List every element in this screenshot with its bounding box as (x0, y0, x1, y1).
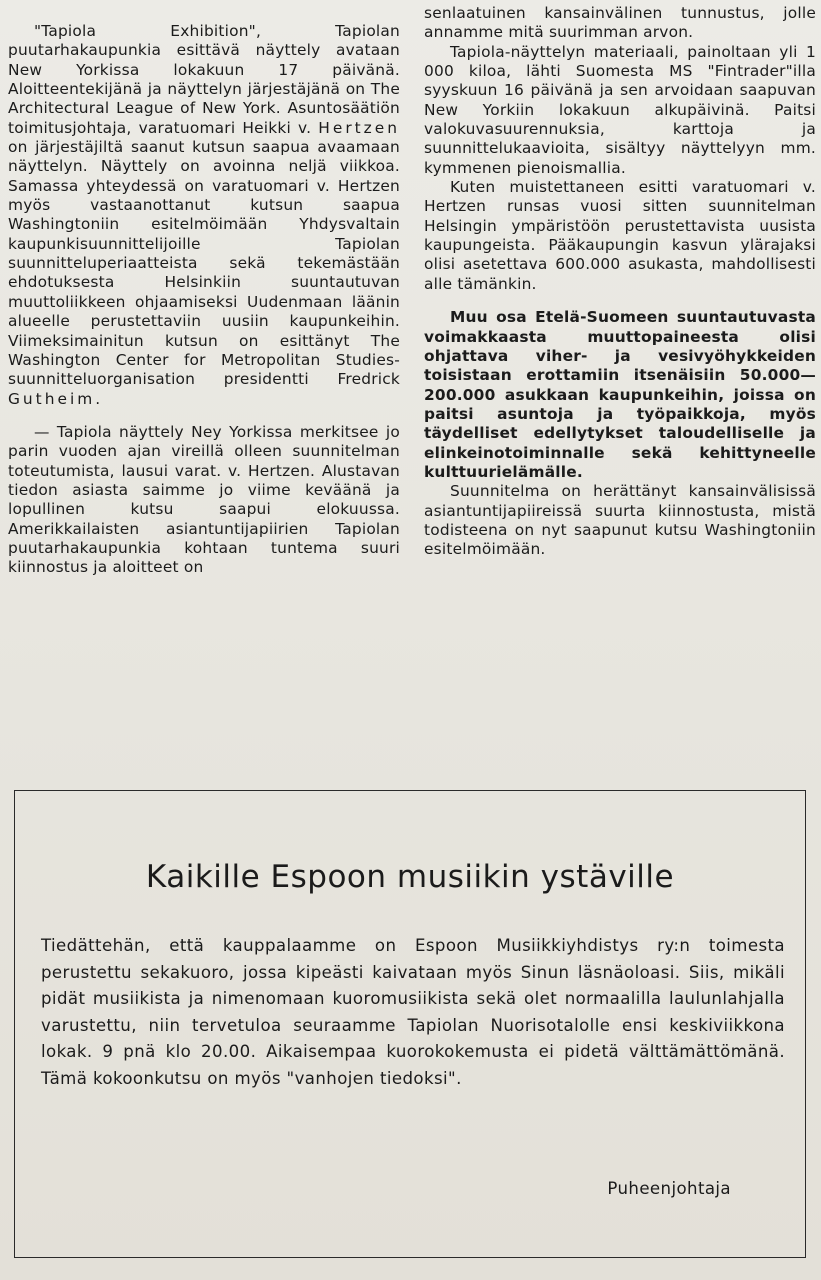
article-paragraph: — Tapiola näyttely Ney Yorkissa merkitsee jo parin vuoden ajan vireillä olleen suunnitelman toteutumista, lausui varat. v. Hertzen. Alustavan tiedon asiasta saimme jo viime keväänä ja lopullinen kutsu saapui elokuussa. Amerikkailaisten asiantuntijapiirien Tapiolan puutarhakaupunkia kohtaan tuntema suuri kiinnostus ja aloitteet on (8, 422, 400, 577)
notice-box (14, 790, 806, 1258)
article-paragraph (8, 22, 400, 409)
spaced-name: Hertzen (318, 118, 400, 137)
article-right-column (424, 4, 816, 560)
article-bold-paragraph: Muu osa Etelä-Suomeen suuntautuvasta voimakkaasta muuttopaineesta olisi ohjattava viher- ja vesivyöhykkeiden toisistaan erottamiin itsenäisiin 50.000—200.000 asukkaan kaupunkeihin, joissa on paitsi asuntoja ja työpaikkoja, myös täydelliset edellytykset taloudelliselle ja elinkeinotoiminnalle sekä kehittyneelle kulttuurielämälle. (424, 308, 816, 481)
article-paragraph: Suunnitelma on herättänyt kansainvälisissä asiantuntijapiireissä suurta kiinnostusta, mistä todisteena on nyt saapunut kutsu Washingtoniin esitelmöimään. (424, 482, 816, 559)
paragraph-text: on järjestäjiltä saanut kutsun saapua avaamaan näyttelyn. Näyttely on avoinna neljä viikkoa. Samassa yhteydessä on varatuomari v. Hertzen myös vastaanottanut kutsun saapua Washingtoniin esitelmöimään Yhdysvaltain kaupunkisuunnittelijoille Tapiolan suunnitteluperiaatteista sekä tekemästään ehdotuksesta Helsinkiin suuntautuvan muuttoliikkeen ohjaamiseksi Uudenmaan läänin alueelle perustettaviin uusiin kaupunkeihin. Viimeksimainitun kutsun on esittänyt The Washington Center for Metropolitan Studies-suunnitteluorganisation presidentti Fredrick (8, 138, 400, 389)
article-left-column (8, 22, 400, 578)
notice-signature: Puheenjohtaja (607, 1179, 731, 1198)
notice-title: Kaikille Espoon musiikin ystäville (145, 859, 675, 895)
article-paragraph: senlaatuinen kansainvälinen tunnustus, jolle annamme mitä suurimman arvon. (424, 4, 816, 42)
paragraph-text: . (95, 389, 101, 408)
notice-text: Tiedättehän, että kauppalaamme on Espoon Musiikkiyhdistys ry:n toimesta perustettu sekakuoro, jossa kipeästi kaivataan myös Sinun läsnäoloasi. Siis, mikäli pidät musiikista ja nimenomaan kuoromusiikista sekä olet normaalilla laulunlahjalla varustettu, niin tervetuloa seuraamme Tapiolan Nuorisotalolle ensi keskiviikkona lokak. 9 pnä klo 20.00. Aikaisempaa kuorokokemusta ei pidetä välttämättömänä. Tämä kokoonkutsu on myös "vanhojen tiedoksi". (41, 936, 785, 1088)
notice-body (41, 933, 785, 1093)
paragraph-text: "Tapiola Exhibition", Tapiolan puutarhakaupunkia esittävä näyttely avataan New Yorkissa lokakuun 17 päivänä. Aloitteentekijänä ja näyttelyn järjestäjänä on The Architectural League of New York. Asuntosäätiön toimitusjohtaja, varatuomari Heikki v. (8, 22, 400, 137)
spaced-name: Gutheim (8, 389, 96, 408)
article-paragraph: Kuten muistettaneen esitti varatuomari v. Hertzen runsas vuosi sitten suunnitelman Helsingin ympäristöön perustettavista uusista kaupungeista. Pääkaupungin kasvun ylärajaksi olisi asetettava 600.000 asukasta, mahdollisesti alle tämänkin. (424, 178, 816, 293)
article-paragraph: Tapiola-näyttelyn materiaali, painoltaan yli 1 000 kiloa, lähti Suomesta MS "Fintrader"illa syyskuun 16 päivänä ja sen arvoidaan saapuvan New Yorkiin lokakuun alkupäivinä. Paitsi valokuvasuurennuksia, karttoja ja suunnittelukaavioita, sisältyy näyttelyyn mm. kymmenen pienoismallia. (424, 42, 816, 177)
